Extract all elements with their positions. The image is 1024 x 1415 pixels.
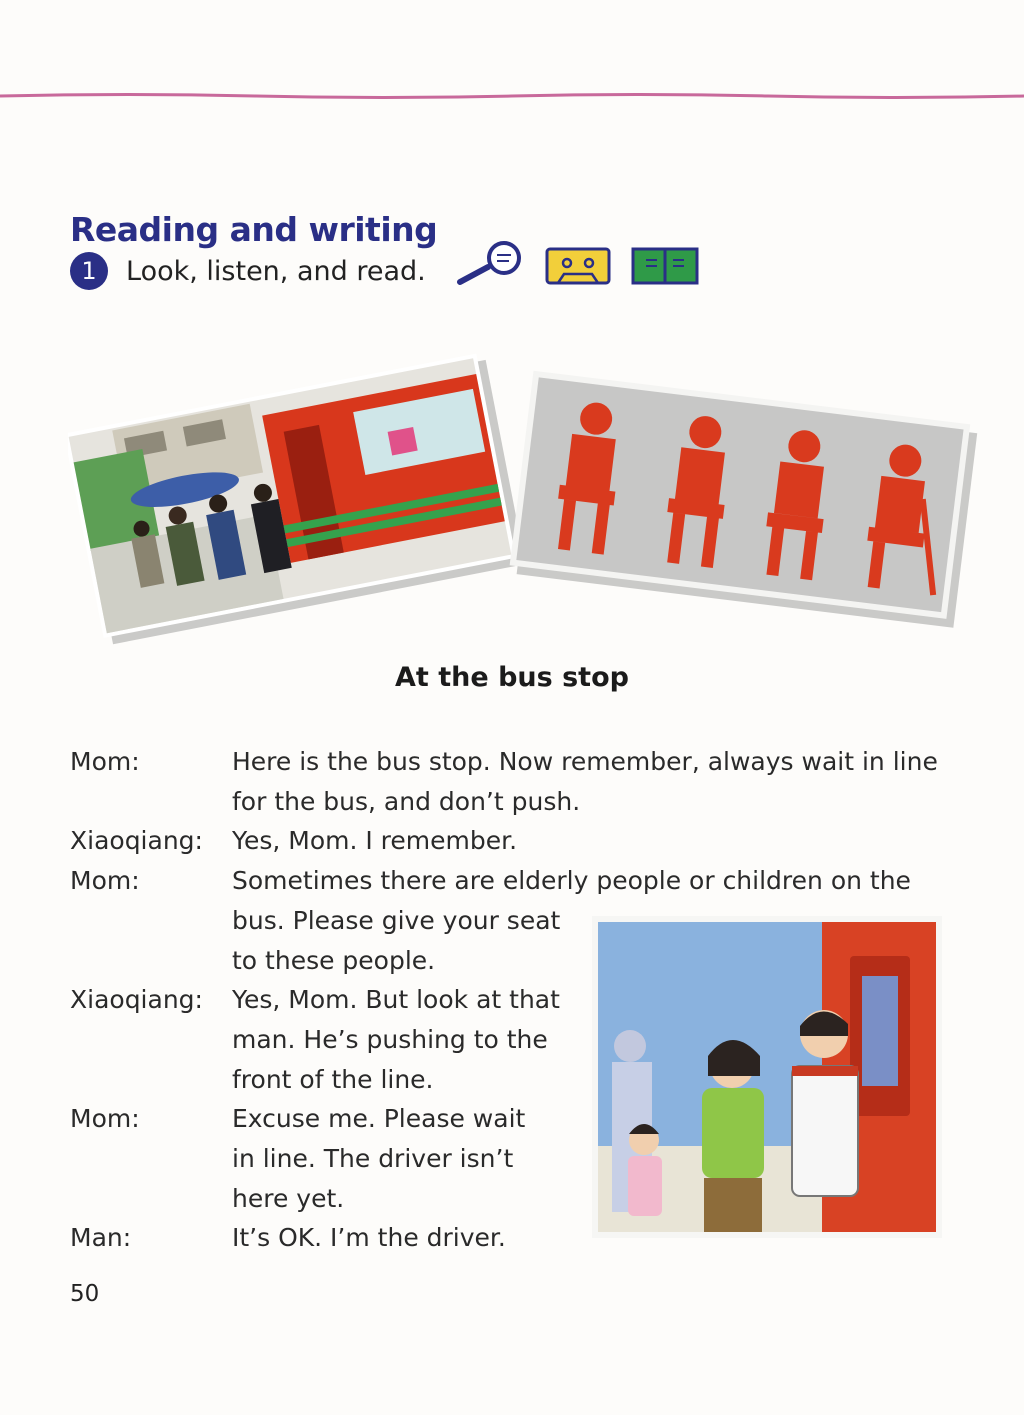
- speech-text: [232, 821, 517, 861]
- bus-stop-photo: [68, 340, 530, 650]
- dialogue-line: [70, 1218, 938, 1258]
- activity-icons: [452, 240, 702, 290]
- speech-text: [232, 1099, 525, 1218]
- dialogue-line: [70, 821, 938, 861]
- speech-line: in line. The driver isn’t: [232, 1144, 514, 1174]
- speech-line: bus. Please give your seat: [232, 905, 561, 935]
- speech-text: [232, 1218, 506, 1258]
- book-icon: [630, 243, 702, 287]
- speaker-label: Mom:: [70, 747, 140, 776]
- dialogue-line: [70, 742, 938, 821]
- header-rule: [0, 92, 1024, 100]
- speech-line: for the bus, and don’t push.: [232, 786, 581, 816]
- story-title: At the bus stop: [395, 662, 629, 693]
- speech-text: [232, 980, 560, 1099]
- speaker-label: Mom:: [70, 866, 140, 896]
- dialogue-line: [70, 980, 938, 1099]
- dialogue-line: [70, 1099, 938, 1218]
- activity-instruction-text: Look, listen, and read.: [126, 255, 426, 287]
- speech-line: front of the line.: [232, 1064, 434, 1094]
- speech-text: [232, 742, 938, 821]
- speech-line: here yet.: [232, 1183, 345, 1213]
- speech-line: Sometimes there are elderly people or children on the: [232, 866, 911, 896]
- speech-line: Excuse me. Please wait: [232, 1104, 526, 1134]
- magnifier-icon: [452, 240, 532, 290]
- dialogue-line: [70, 861, 938, 980]
- priority-seat-signs: [508, 360, 992, 630]
- speech-text: [232, 861, 911, 980]
- speech-line: Here is the bus stop. Now remember, always wait in line: [232, 747, 938, 776]
- dialogue: [70, 742, 938, 1258]
- section-title: Reading and writing: [70, 210, 438, 249]
- cassette-icon: [544, 243, 614, 287]
- activity-instruction: [70, 252, 426, 290]
- page-number: 50: [70, 1281, 100, 1307]
- speaker-label: Xiaoqiang:: [70, 826, 203, 856]
- activity-number-badge: 1: [70, 252, 108, 290]
- speaker-label: Xiaoqiang:: [70, 985, 203, 1015]
- speaker-label: Mom:: [70, 1104, 140, 1134]
- speaker-label: Man:: [70, 1223, 132, 1253]
- speech-line: man. He’s pushing to the: [232, 1024, 548, 1054]
- speech-line: Yes, Mom. But look at that: [232, 985, 560, 1015]
- speech-line: Yes, Mom. I remember.: [232, 826, 518, 856]
- speech-line: to these people.: [232, 945, 436, 975]
- speech-line: It’s OK. I’m the driver.: [232, 1223, 506, 1253]
